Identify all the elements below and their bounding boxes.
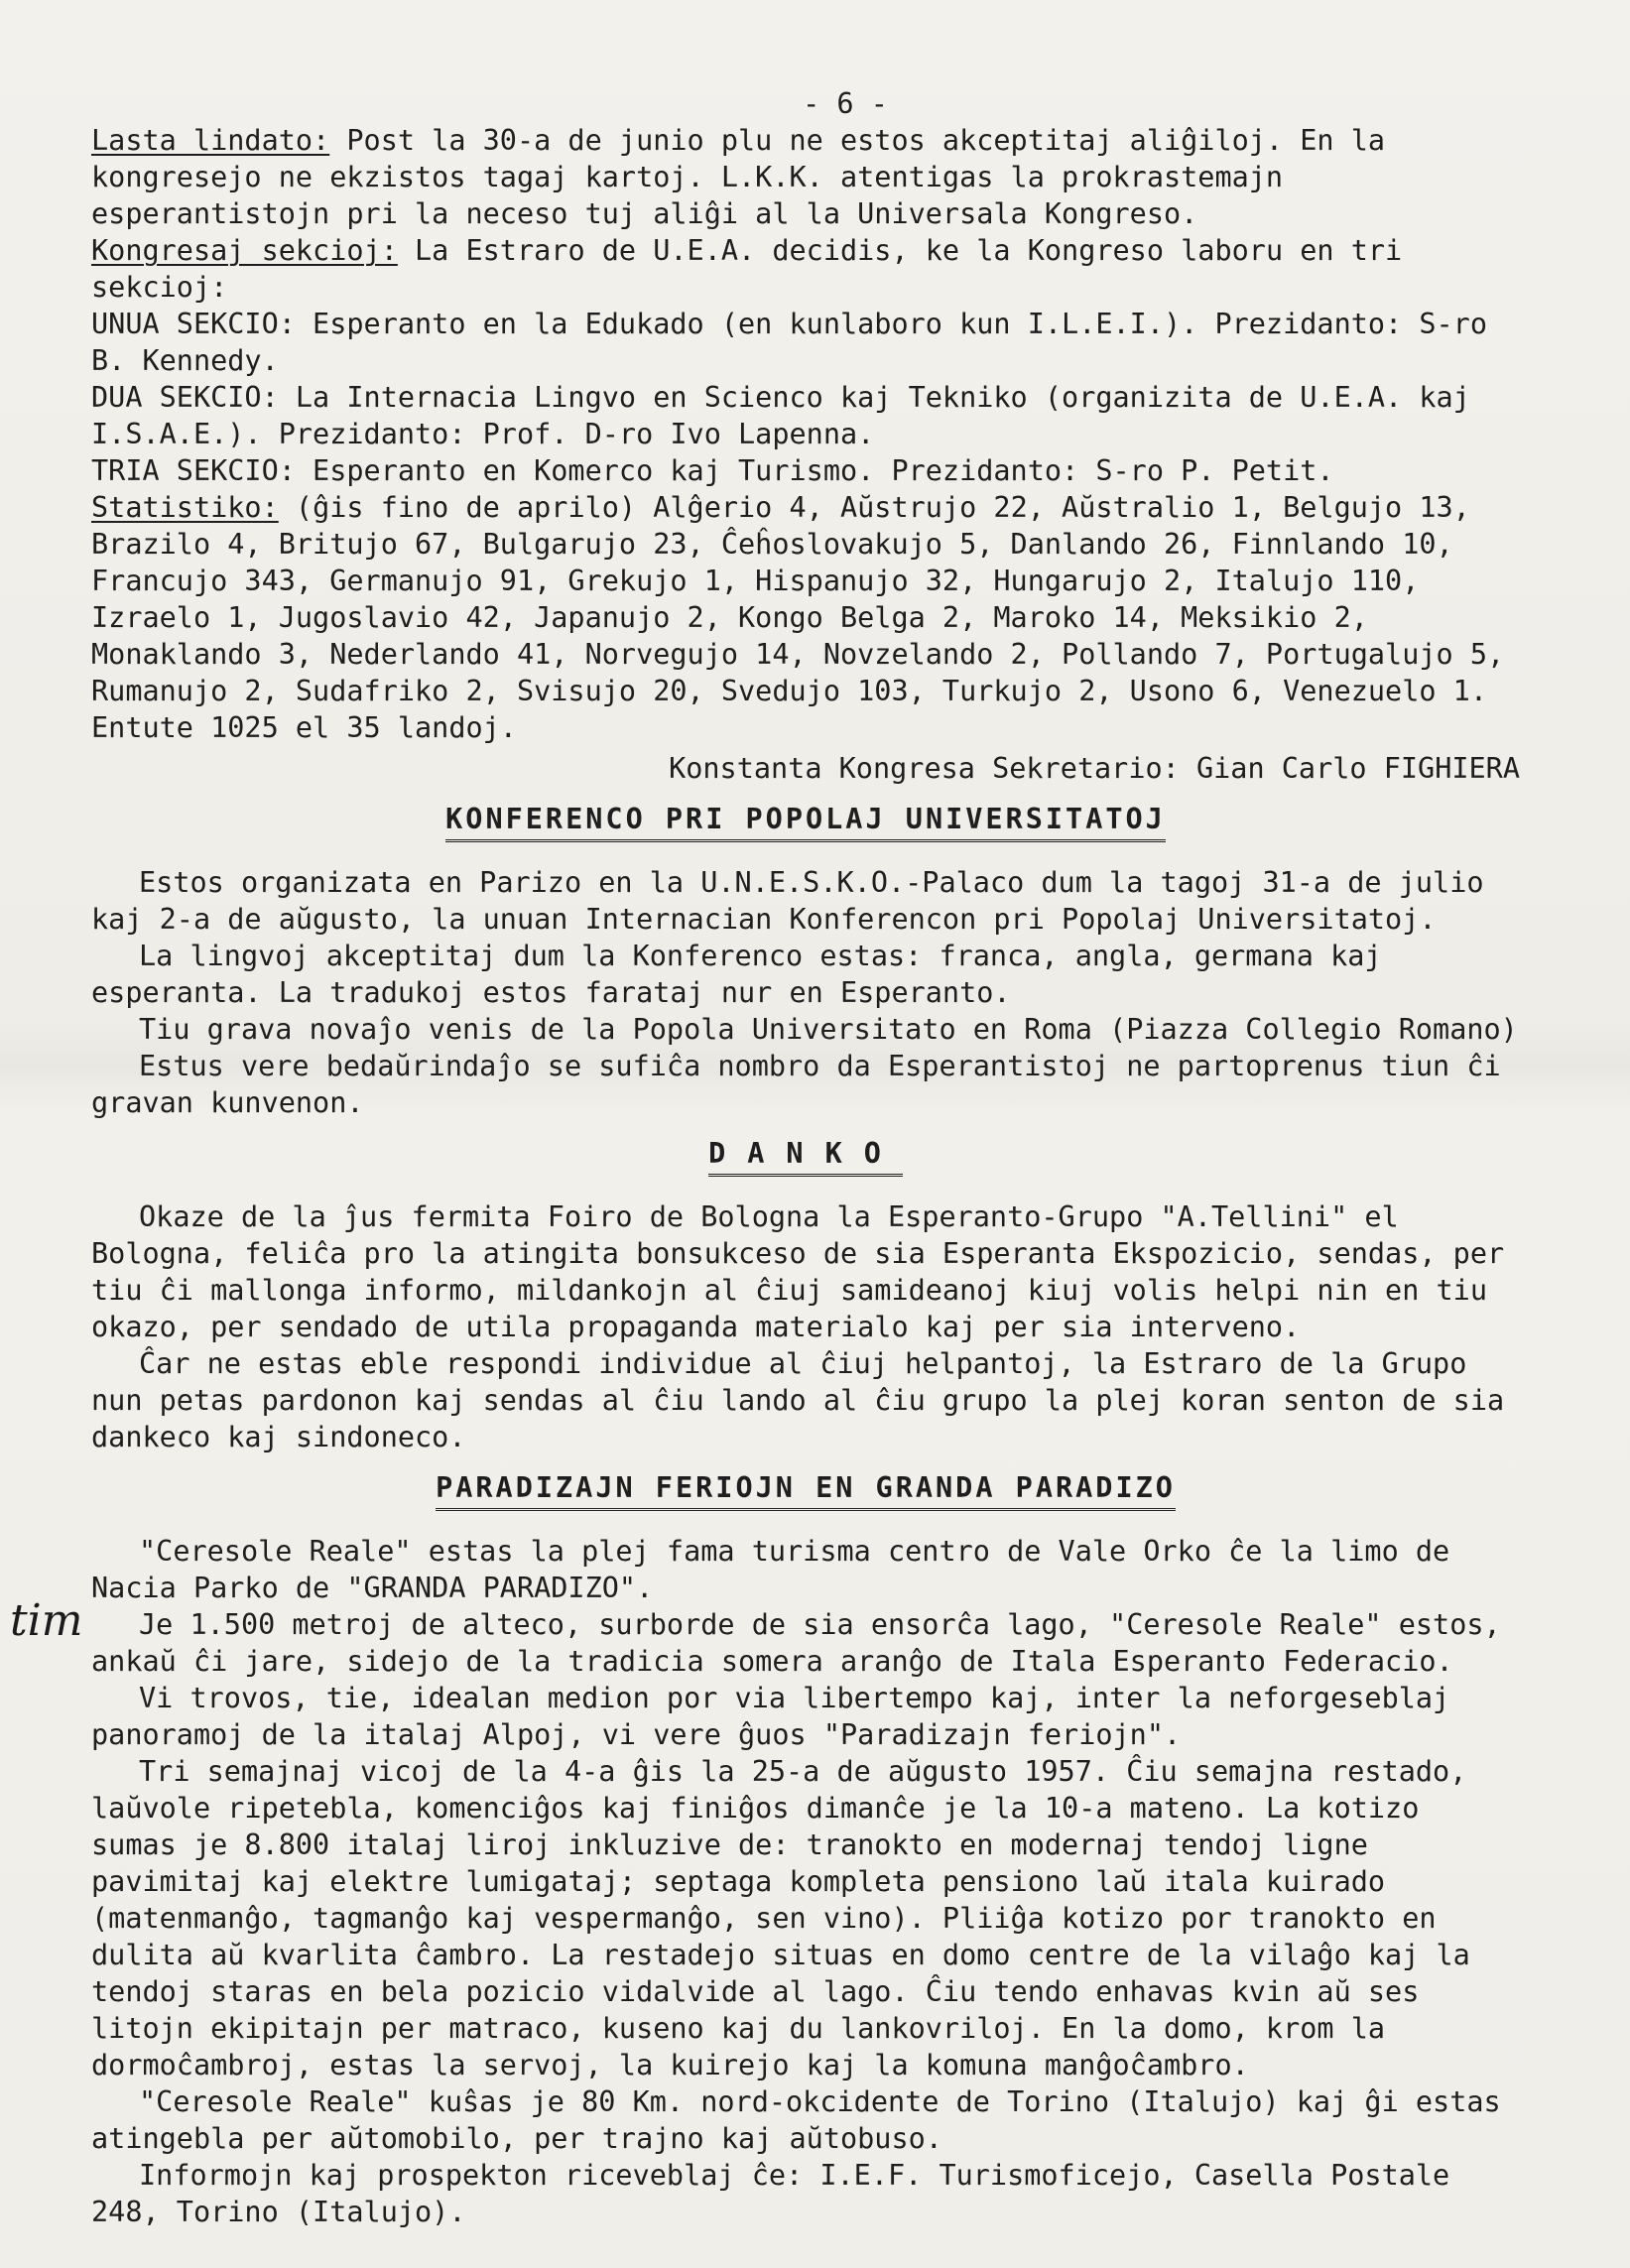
danko-paragraph-1: Okaze de la ĵus fermita Foiro de Bologna la Esperanto-Grupo "A.Tellini" el Bologna, feliĉa pro la atingita bonsukceso de sia Esperanta Ekspozicio, sendas, per tiu ĉi mallonga informo, mildankojn al ĉiuj samideanoj kiuj volis helpi nin en tiu okazo, per sendado de utila propaganda materialo kaj per sia intervenо. xyxy=(91,1200,1505,1343)
lasta-lindato-text: Post la 30-a de junio plu ne estos akceptitaj aliĝiloj. En la kongresejo ne ekzistos tagaj kartoj. L.K.K. atentigas la prokrastemajn esperantistojn pri la neceso tuj aliĝi al la Universala Kongreso. xyxy=(91,124,1386,230)
paradizo-paragraph-3: Vi trovos, tie, idealan medion por via libertempo kaj, inter la neforgeseblaj panoramoj de la italaj Alpoj, vi vere ĝuos "Paradizajn feriojn". xyxy=(91,1682,1450,1751)
lasta-lindato-paragraph xyxy=(91,122,1520,232)
dua-sekcio: DUA SEKCIO: La Internacia Lingvo en Scienco kaj Tekniko (organizita de U.E.A. kaj I.S.A.E.). Prezidanto: Prof. D-ro Ivo Lapenna. xyxy=(91,381,1470,450)
page-content xyxy=(91,85,1520,2230)
lasta-lindato-label: Lasta lindato: xyxy=(91,124,330,157)
konferenco-heading: KONFERENCO PRI POPOLAJ UNIVERSITATOJ xyxy=(91,801,1520,842)
konferenco-paragraph-3: Tiu grava novaĵo venis de la Popola Universitato en Roma (Piazza Collegio Romano) xyxy=(139,1013,1518,1046)
konferenco-paragraph-1: Estos organizata en Parizo en la U.N.E.S.K.O.-Palaco dum la tagoj 31-a de julio kaj 2-a de aŭgusto, la unuan Internacian Konferencon pri Popolaj Universitatoj. xyxy=(91,866,1484,936)
secretary-signature: Konstanta Kongresa Sekretario: Gian Carlo FIGHIERA xyxy=(669,752,1520,785)
paradizo-paragraph-1: "Ceresole Reale" estas la plej fama turisma centro de Vale Orko ĉe la limo de Nacia Parko de "GRANDA PARADIZO". xyxy=(91,1535,1450,1604)
handwritten-margin-note: tim xyxy=(10,1595,83,1646)
page-number: - 6 - xyxy=(803,87,888,120)
paradizo-paragraph-2: Je 1.500 metroj de alteco, surborde de sia ensorĉa lago, "Ceresole Reale" estos, ankaŭ ĉi jare, sidejo de la tradicia somera aranĝo de Itala Esperanto Federacio. xyxy=(91,1608,1501,1678)
sekcioj-label: Kongresaj sekcioj: xyxy=(91,234,398,267)
statistiko-paragraph xyxy=(91,489,1520,746)
statistiko-text: (ĝis fino de aprilo) Alĝerio 4, Aŭstrujo 22, Aŭstralio 1, Belgujo 13, Brazilo 4, Britujo 67, Bulgarujo 23, Ĉeĥoslovakujo 5, Danlando 26, Finnlando 10, Francujo 343, Germanujo 91, Grekujo 1, Hispanujo 32, Hungarujo 2, Italujo 110, Izraelo 1, Jugoslavio 42, Japanujo 2, Kongo Belga 2, Maroko 14, Meksikio 2, Monaklando 3, Nederlando 41, Norvegujo 14, Novzelando 2, Pollando 7, Portugalujo 5, Rumanujo 2, Sudafriko 2, Svisujo 20, Svedujo 103, Turkujo 2, Usono 6, Venezuelo 1. Entute 1025 el 35 landoj. xyxy=(91,491,1505,744)
statistiko-label: Statistiko: xyxy=(91,491,279,524)
paradizo-paragraph-6: Informojn kaj prospekton riceveblaj ĉe: I.E.F. Turismoficejo, Casella Postale 248, Torino (Italujo). xyxy=(91,2159,1450,2228)
unua-sekcio: UNUA SEKCIO: Esperanto en la Edukado (en kunlaboro kun I.L.E.I.). Prezidanto: S-ro B. Kennedy. xyxy=(91,308,1487,377)
paradizo-paragraph-5: "Ceresole Reale" kuŝas je 80 Km. nord-okcidente de Torino (Italujo) kaj ĝi estas atingebla per aŭtomobilo, per trajno kaj aŭtobuso. xyxy=(91,2085,1501,2155)
danko-paragraph-2: Ĉar ne estas eble respondi individue al ĉiuj helpantoj, la Estraro de la Grupo nun petas pardonon kaj sendas al ĉiu lando al ĉiu grupo la plej koran senton de sia dankeco kaj sindoneco. xyxy=(91,1347,1505,1453)
paradizo-paragraph-4: Tri semajnaj vicoj de la 4-a ĝis la 25-a de aŭgusto 1957. Ĉiu semajna restado, laŭvole ripetebla, komenciĝos kaj finiĝos dimanĉe je la 10-a mateno. La kotizo sumas je 8.800 italaj liroj inkluzive de: tranokto en modernaj tendoj ligne pavimitaj kaj elektre lumigataj; septaga kompleta pensiono laŭ itala kuirado (matenmanĝo, tagmanĝo kaj vespermanĝo, sen vino). Pliiĝa kotizo por tranokto en dulita aŭ kvarlita ĉambro. La restadejo situas en domo centre de la vilaĝo kaj la tendoj staras en bela pozicio vidalvide al lago. Ĉiu tendo enhavas kvin aŭ ses litojn ekipitajn per matraco, kuseno kaj du lankovriloj. En la domo, krom la dormoĉambroj, estas la servoj, la kuirejo kaj la komuna manĝoĉambro. xyxy=(91,1755,1470,2081)
konferenco-paragraph-2: La lingvoj akceptitaj dum la Konferenco estas: franca, angla, germana kaj esperanta. La tradukoj estos farataj nur en Esperanto. xyxy=(91,940,1382,1009)
paradizo-heading: PARADIZAJN FERIOJN EN GRANDA PARADIZO xyxy=(91,1469,1520,1511)
konferenco-paragraph-4: Estus vere bedaŭrindaĵo se sufiĉa nombro da Esperantistoj ne partoprenus tiun ĉi gravan kunvenon. xyxy=(91,1050,1501,1119)
tria-sekcio: TRIA SEKCIO: Esperanto en Komerco kaj Turismo. Prezidanto: S-ro P. Petit. xyxy=(91,454,1334,487)
sekcioj-paragraph xyxy=(91,232,1520,306)
danko-heading: DANKO xyxy=(91,1135,1520,1177)
sekcioj-text: La Estraro de U.E.A. decidis, ke la Kongreso laboru en tri sekcioj: xyxy=(91,234,1403,304)
